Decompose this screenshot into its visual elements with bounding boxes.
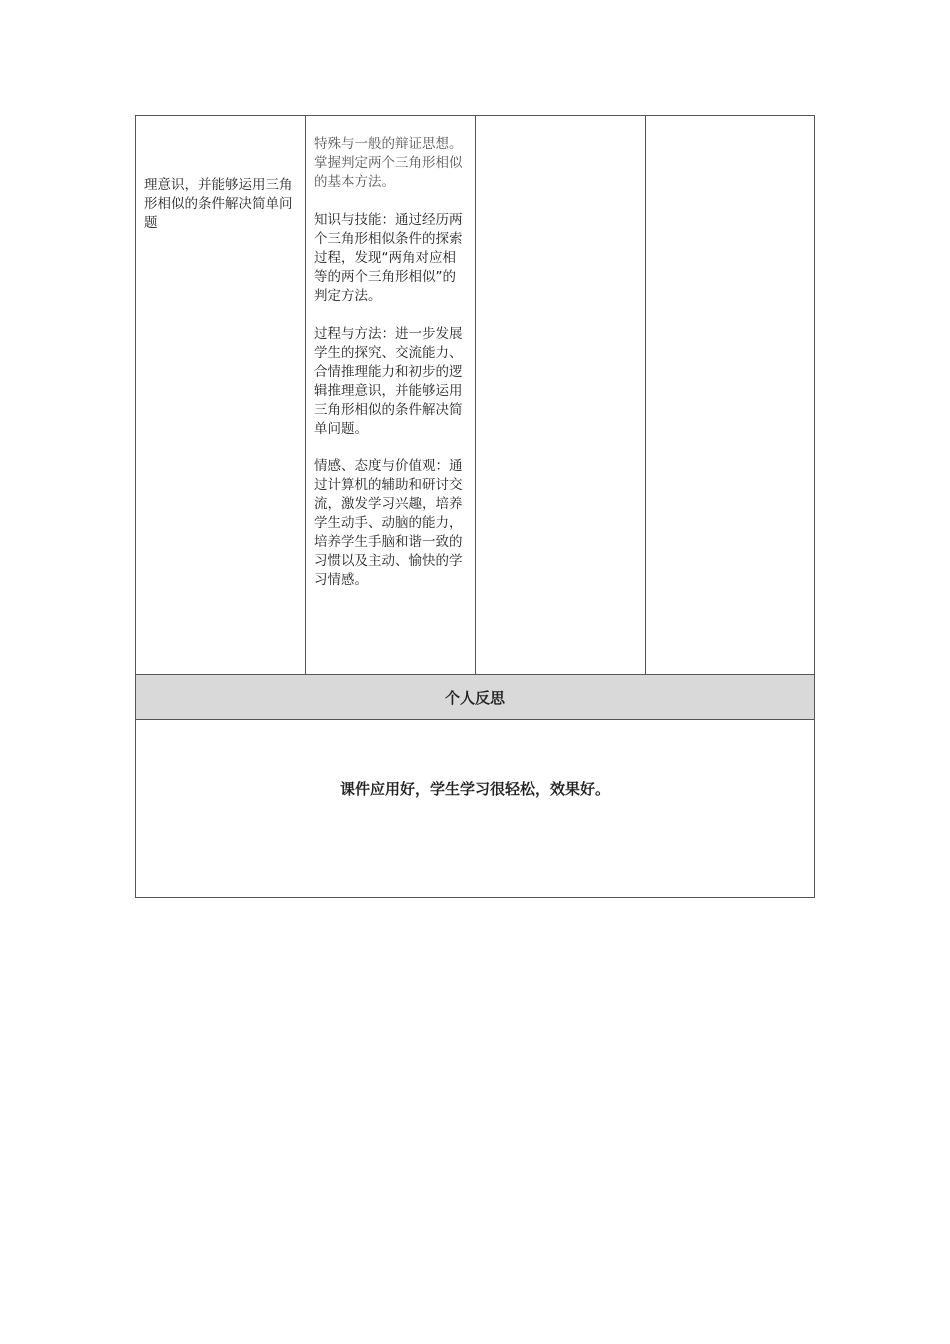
table-cell-col3 [476,116,646,674]
reflection-cell [136,720,814,897]
reflection-header [136,674,814,720]
table-cell-col1 [136,116,306,674]
lesson-table [135,115,815,898]
reflection-header-label: 个人反思 [444,688,505,707]
table-cell-objectives [306,116,476,674]
objective-paragraph: 过程与方法：进一步发展学生的探究、交流能力、合情推理能力和初步的逻辑推理意识，并能够运用三角形相似的条件解决简单问题。 [314,326,463,437]
table-cell-col4 [646,116,814,674]
objective-paragraph: 特殊与一般的辩证思想。掌握判定两个三角形相似的基本方法。 [314,136,463,190]
cell-text: 理意识，并能够运用三角形相似的条件解决简单问题 [144,177,293,231]
table-row [136,116,814,674]
objective-paragraph: 知识与技能：通过经历两个三角形相似条件的探索过程，发现“两角对应相等的两个三角形相似”的判定方法。 [314,212,463,304]
objective-paragraph: 情感、态度与价值观：通过计算机的辅助和研讨交流，激发学习兴趣，培养学生动手、动脑的能力，培养学生手脑和谐一致的习惯以及主动、愉快的学习情感。 [314,458,463,588]
reflection-text: 课件应用好，学生学习很轻松，效果好。 [339,780,610,798]
